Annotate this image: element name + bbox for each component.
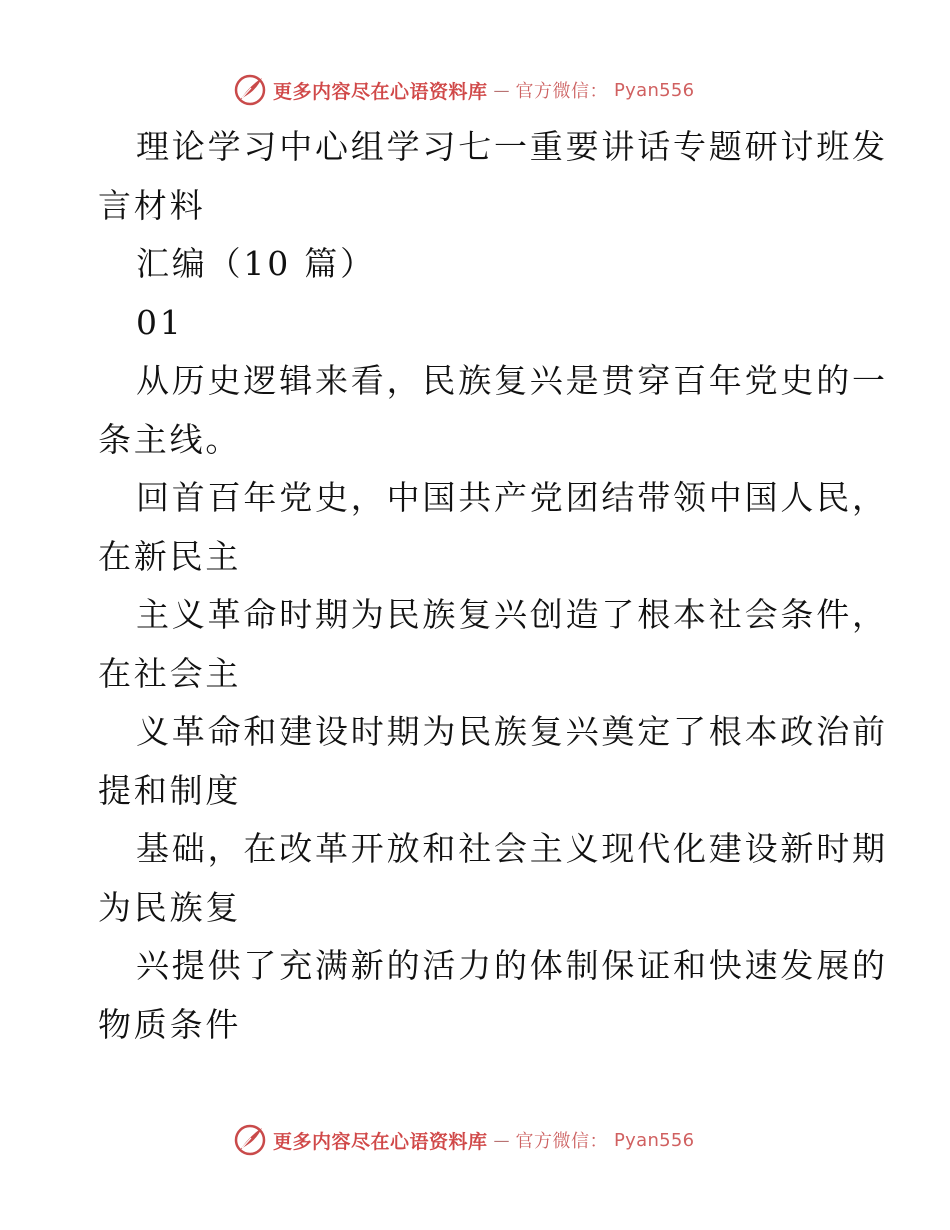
text-line: 回首百年党史，中国共产党团结带领中国人民， — [136, 478, 888, 517]
watermark-site-text: 更多内容尽在心语资料库 — [273, 1130, 488, 1153]
text-line: 兴提供了充满新的活力的体制保证和快速发展的 — [136, 946, 888, 985]
text-line: 在社会主 — [98, 653, 242, 693]
watermark-site-text: 更多内容尽在心语资料库 — [273, 80, 488, 103]
watermark-separator: — — [493, 80, 510, 100]
text-line: 从历史逻辑来看，民族复兴是贯穿百年党史的一 — [136, 361, 888, 400]
watermark-wechat-label: 官方微信： — [515, 1131, 609, 1152]
footer-watermark — [233, 1122, 694, 1158]
text-line: 主义革命时期为民族复兴创造了根本社会条件， — [136, 595, 888, 634]
watermark-wechat-id: Pyan556 — [614, 79, 695, 101]
text-line: 理论学习中心组学习七一重要讲话专题研讨班发 — [136, 127, 888, 166]
quill-circle-logo-icon — [233, 73, 267, 107]
header-watermark — [233, 72, 694, 108]
text-line: 言材料 — [98, 185, 206, 225]
document-body — [98, 118, 888, 1054]
text-line: 条主线。 — [98, 419, 242, 459]
text-line: 为民族复 — [98, 887, 242, 927]
text-line: 在新民主 — [98, 536, 242, 576]
text-line: 汇编（10 篇） — [136, 244, 376, 283]
watermark-wechat-id: Pyan556 — [614, 1129, 695, 1151]
quill-circle-logo-icon — [233, 1123, 267, 1157]
text-line: 基础，在改革开放和社会主义现代化建设新时期 — [136, 829, 888, 868]
text-line: 物质条件 — [98, 1004, 242, 1044]
text-line: 01 — [136, 302, 184, 342]
watermark-separator: — — [493, 1130, 510, 1150]
watermark-wechat-label: 官方微信： — [515, 81, 609, 102]
text-line: 义革命和建设时期为民族复兴奠定了根本政治前 — [136, 712, 888, 751]
text-line: 提和制度 — [98, 770, 242, 810]
